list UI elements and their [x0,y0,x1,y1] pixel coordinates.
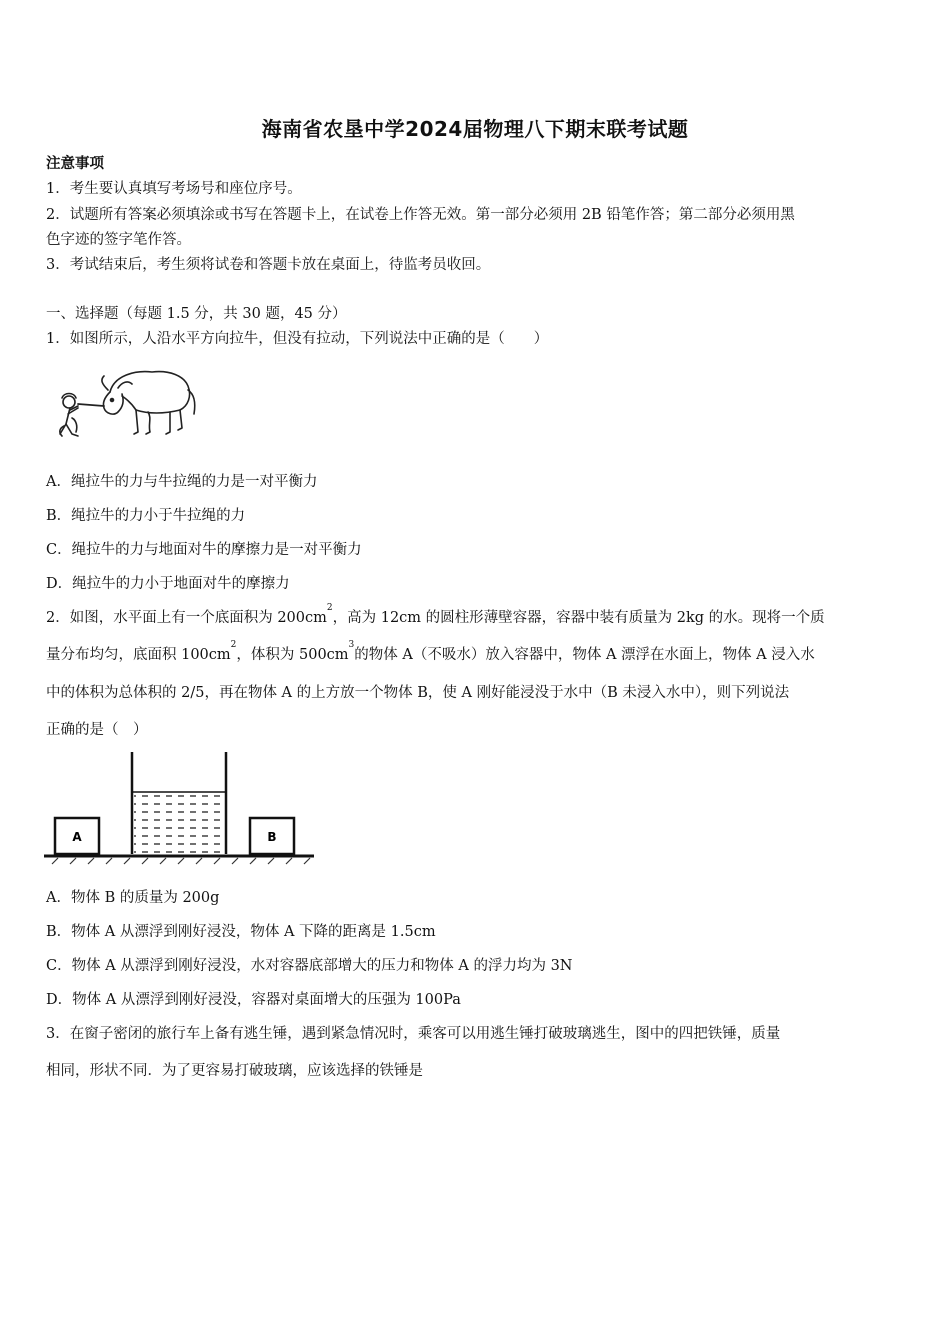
notice-item: 色字迹的签字笔作答。 [46,232,191,248]
notice-item: 2．试题所有答案必须填涂或书写在答题卡上，在试卷上作答无效。第一部分必须用 2B 铅笔作答；第二部分必须用黑 [46,207,795,223]
block-b [250,818,294,854]
question-1-option-b: B．绳拉牛的力小于牛拉绳的力 [46,508,246,524]
question-2-line-3: 中的体积为总体积的 2/5，再在物体 A 的上方放一个物体 B，使 A 刚好能浸没于水中（B 未浸入水中），则下列说法 [46,685,790,701]
ground-hatch [52,858,310,864]
question-3-line-1: 3．在窗子密闭的旅行车上备有逃生锤，遇到紧急情况时，乘客可以用逃生锤打破玻璃逃生，图中的四把铁锤，质量 [46,1026,781,1042]
question-1-option-c: C．绳拉牛的力与地面对牛的摩擦力是一对平衡力 [46,542,362,558]
block-a [55,818,99,854]
question-1-option-a: A．绳拉牛的力与牛拉绳的力是一对平衡力 [46,474,318,490]
container [132,752,226,854]
question-1-option-d: D．绳拉牛的力小于地面对牛的摩擦力 [46,576,290,592]
man-pulling-cow-figure [52,362,202,448]
question-2-option-c: C．物体 A 从漂浮到刚好浸没，水对容器底部增大的压力和物体 A 的浮力均为 3N [46,958,573,974]
section-heading: 一、选择题（每题 1.5 分，共 30 题，45 分） [46,306,347,322]
question-2-line-4: 正确的是（ ） [46,722,148,738]
container-blocks-figure [44,752,316,868]
question-2-option-a: A．物体 B 的质量为 200g [46,890,220,906]
question-1-stem: 1．如图所示，人沿水平方向拉牛，但没有拉动，下列说法中正确的是（ ） [46,331,549,347]
water [134,794,224,854]
question-2-line-1: 2．如图，水平面上有一个底面积为 $200cm^2$，高为 12cm 的圆柱形薄壁容器，容器中装有质量为 2kg 的水。现将一个质 [46,603,825,626]
block-b-label: B [267,830,277,844]
question-2-line-2: 量分布均匀，底面积 $100cm^2$，体积为 $500cm^3$的物体 A（不吸水）放入容器中，物体 A 漂浮在水面上，物体 A 浸入水 [46,640,815,663]
question-2-option-b: B．物体 A 从漂浮到刚好浸没，物体 A 下降的距离是 1.5cm [46,924,436,940]
notice-item: 3．考试结束后，考生须将试卷和答题卡放在桌面上，待监考员收回。 [46,257,491,273]
notice-heading: 注意事项 [46,155,104,172]
notice-item: 1．考生要认真填写考场号和座位序号。 [46,181,302,197]
question-3-line-2: 相同，形状不同．为了更容易打破玻璃，应该选择的铁锤是 [46,1063,423,1079]
page-title: 海南省农垦中学2024届物理八下期末联考试题 [261,117,689,141]
question-2-option-d: D．物体 A 从漂浮到刚好浸没，容器对桌面增大的压强为 100Pa [46,992,461,1008]
block-a-label: A [72,830,82,844]
